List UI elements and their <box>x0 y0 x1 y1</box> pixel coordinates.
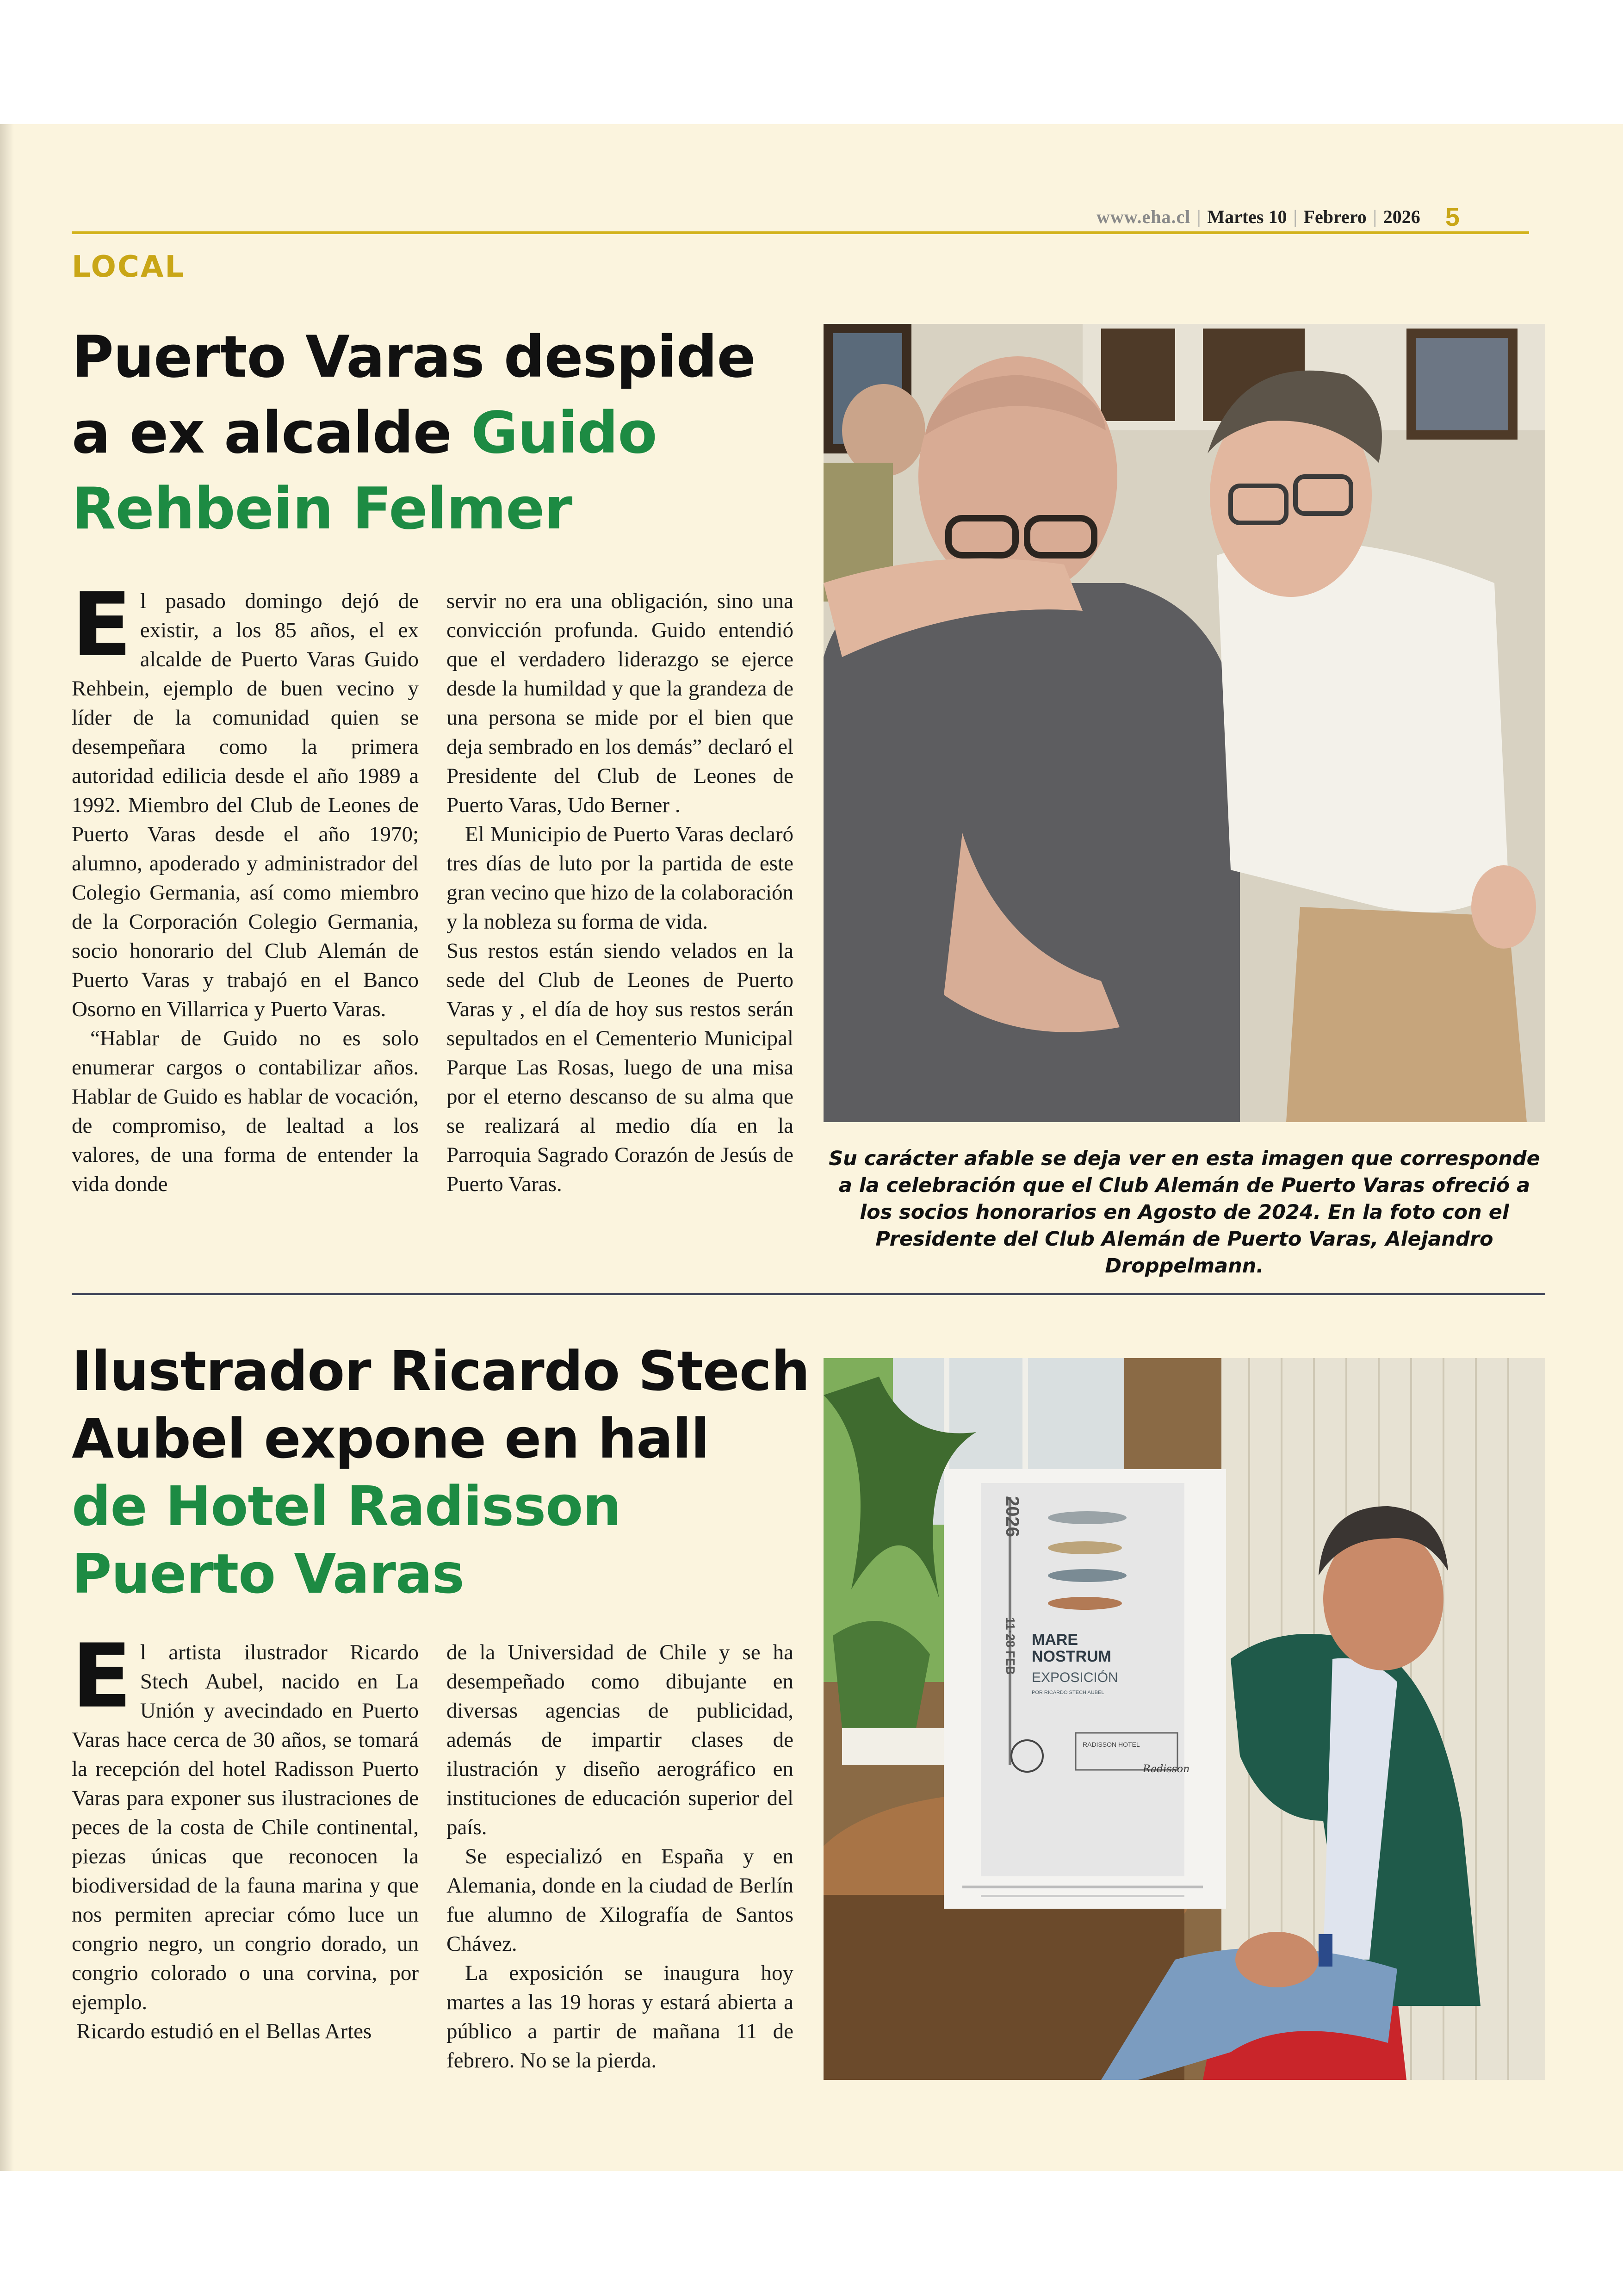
header-separator: | <box>1293 206 1297 227</box>
article2-paragraph-text: l artista ilustrador Ricardo Stech Aubel, nacido en La Unión y avecindado en Puerto Varas hace cerca de 30 años, se tomará la recepción del hotel Radisson Puerto Varas para exponer sus ilustraciones de peces de la costa de Chile continental, piezas únicas que reconocen la biodiversidad de la fauna marina y que nos permiten apreciar cómo luce un congrio negro, un congrio dorado, un congrio colorado o una corvina, por ejemplo. <box>72 1640 419 2014</box>
poster-brand: Radisson <box>1143 1763 1190 1775</box>
article1-paragraph <box>72 574 419 1024</box>
article1-dropcap: E <box>72 574 132 676</box>
poster-year: 2026 <box>1002 1496 1022 1537</box>
photo-two-men <box>824 324 1545 1122</box>
article2-headline-line2: Aubel expone en hall <box>72 1407 709 1471</box>
article1-headline-line2-green: Guido <box>471 400 657 466</box>
photo-artist-with-poster <box>824 1358 1545 2080</box>
article1-photo <box>824 324 1545 1122</box>
article1-headline-line1: Puerto Varas despide <box>72 324 756 391</box>
header-separator: | <box>1197 206 1201 227</box>
header-month: Febrero <box>1303 206 1367 227</box>
article2-headline <box>72 1337 812 1607</box>
article2-photo <box>824 1358 1545 2080</box>
article2-paragraph <box>72 1625 419 2017</box>
poster-venue: RADISSON HOTEL <box>1083 1741 1140 1748</box>
poster-subtitle: EXPOSICIÓN <box>1032 1670 1118 1685</box>
article2-headline-line3: de Hotel Radisson <box>72 1474 621 1538</box>
article2-paragraph: de la Universidad de Chile y se ha desempeñado como dibujante en diversas agencias de publicidad, además de impartir clases de ilustración y diseño aerográfico en instituciones de educación superior del país. <box>446 1640 793 1839</box>
article2-column1 <box>72 1625 419 2046</box>
site-url: www.eha.cl <box>1096 206 1191 227</box>
poster-dates: 11·28 FEB <box>1004 1617 1017 1675</box>
section-label: LOCAL <box>72 250 186 284</box>
article1-paragraph: servir no era una obligación, sino una convicción profunda. Guido entendió que el verdadero liderazgo se ejerce desde la humildad y que la grandeza de una persona se mide por el bien que deja sembrado en los demás” declaró el Presidente del Club de Leones de Puerto Varas, Udo Berner . <box>446 589 793 817</box>
article2-column2 <box>446 1638 793 2075</box>
header-day: Martes 10 <box>1207 206 1287 227</box>
poster-author: POR RICARDO STECH AUBEL <box>1032 1690 1104 1695</box>
article2-headline-line4: Puerto Varas <box>72 1542 464 1606</box>
header-year: 2026 <box>1383 206 1420 227</box>
article1-headline-line3: Rehbein Felmer <box>72 476 572 542</box>
article1-caption: Su carácter afable se deja ver en esta imagen que corresponde a la celebración que el Club Alemán de Puerto Varas ofreció a los socios honorarios en Agosto de 2024. En la foto con el Presidente del Club Alemán de Puerto Varas, Alejandro Droppelmann. <box>829 1147 1540 1278</box>
article1-paragraph: Sus restos están siendo velados en la sede del Club de Leones de Puerto Varas y , el día de hoy sus restos serán sepultados en el Cementerio Municipal Parque Las Rosas, luego de una misa por el eterno descanso de su alma que se realizará al medio día en la Parroquia Sagrado Corazón de Jesús de Puerto Varas. <box>446 939 793 1196</box>
page-number: 5 <box>1445 202 1460 231</box>
article2-paragraph: Ricardo estudió en el Bellas Artes <box>76 2019 372 2043</box>
article1-paragraph: “Hablar de Guido no es solo enumerar cargos o contabilizar años. Hablar de Guido es hablar de vocación, de compromiso, de lealtad a los valores, de una forma de entender la vida donde <box>72 1026 419 1196</box>
article2-dropcap: E <box>72 1625 132 1727</box>
header-rule <box>72 231 1529 234</box>
article1-column2 <box>446 587 793 1199</box>
article2-paragraph: La exposición se inaugura hoy martes a las 19 horas y estará abierta a público a partir de mañana 11 de febrero. No se la pierda. <box>446 1961 793 2073</box>
article1-headline-line2-black: a ex alcalde <box>72 400 452 466</box>
header-separator: | <box>1373 206 1377 227</box>
article1-paragraph-text: l pasado domingo dejó de existir, a los 85 años, el ex alcalde de Puerto Varas Guido Rehbein, ejemplo de buen vecino y líder de la comunidad quien se desempeñara como la primera autoridad edilicia desde el año 1989 a 1992. Miembro del Club de Leones de Puerto Varas desde el año 1970; alumno, apoderado y administrador del Colegio Germania, así como miembro de la Corporación Colegio Germania, socio honorario del Club Alemán de Puerto Varas y trabajó en el Banco Osorno en Villarrica y Puerto Varas. <box>72 589 419 1021</box>
poster-title-line2: NOSTRUM <box>1032 1648 1111 1665</box>
article1-column1 <box>72 574 419 1199</box>
article-divider <box>72 1293 1545 1295</box>
page-header <box>1096 203 1531 230</box>
article1-headline <box>72 319 812 547</box>
poster-title-line1: MARE <box>1032 1631 1078 1649</box>
article2-headline-line1: Ilustrador Ricardo Stech <box>72 1339 810 1403</box>
article2-paragraph: Se especializó en España y en Alemania, donde en la ciudad de Berlín fue alumno de Xilografía de Santos Chávez. <box>446 1844 793 1956</box>
page-shadow <box>0 124 14 2171</box>
article1-headline-line2 <box>72 395 812 471</box>
article1-paragraph: El Municipio de Puerto Varas declaró tres días de luto por la partida de este gran vecino que hizo de la colaboración y la nobleza su forma de vida. <box>446 822 793 934</box>
